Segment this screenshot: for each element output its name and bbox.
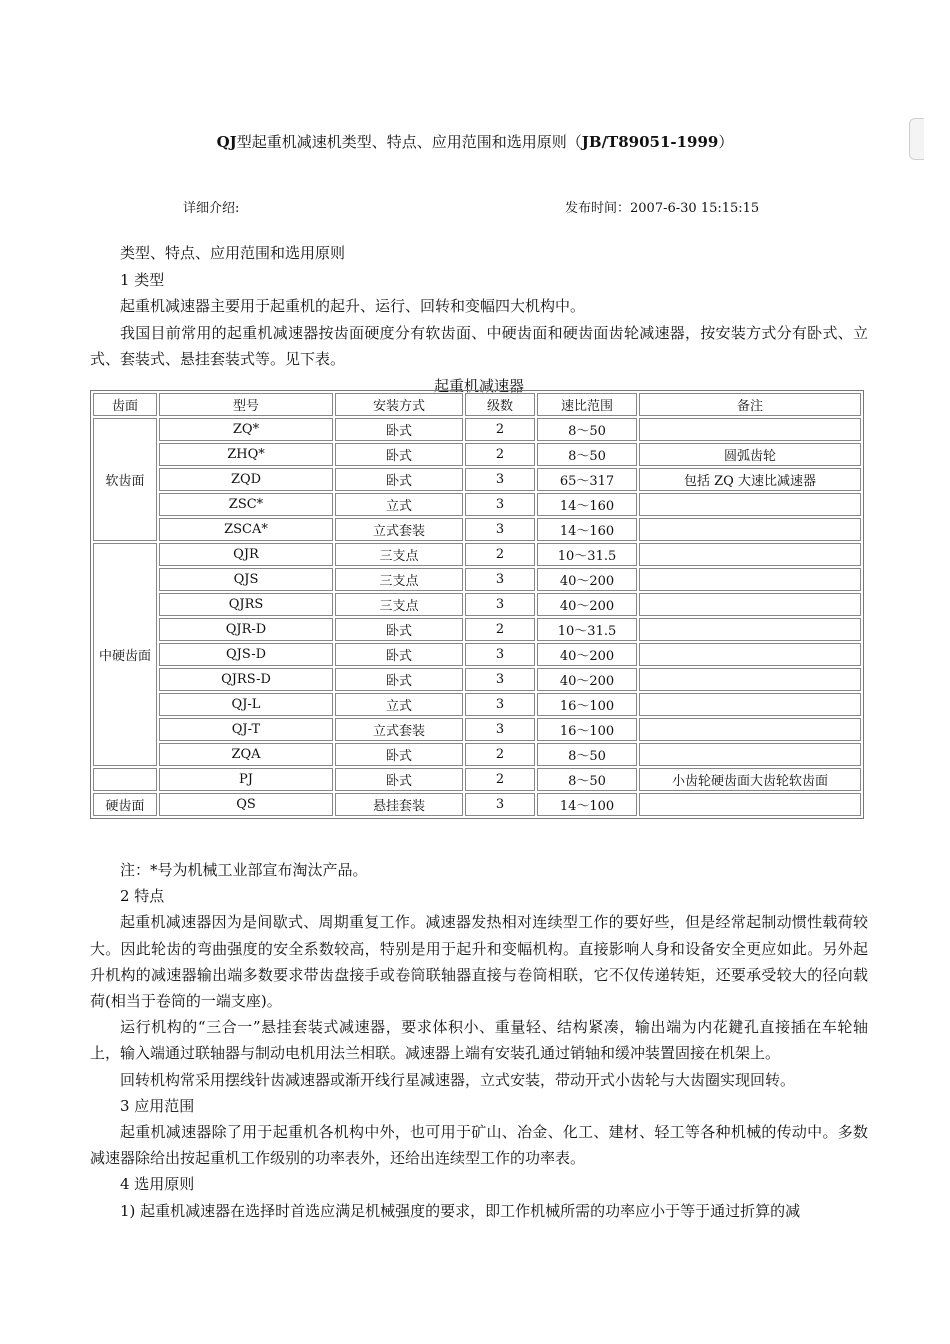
table-cell: 三支点 — [335, 568, 463, 591]
table-cell: QJS — [159, 568, 333, 591]
section-heading-application: 3 应用范围 — [120, 1096, 195, 1115]
table-cell: 小齿轮硬齿面大齿轮软齿面 — [639, 768, 861, 791]
table-cell: ZQA — [159, 743, 333, 766]
table-cell — [639, 668, 861, 691]
table-cell: QJR — [159, 543, 333, 566]
surface-cell — [93, 768, 157, 791]
table-cell: 悬挂套装 — [335, 793, 463, 816]
reducer-table — [90, 390, 864, 819]
table-cell — [639, 593, 861, 616]
table-cell — [639, 793, 861, 816]
header-cell: 安装方式 — [335, 393, 463, 416]
table-cell — [639, 718, 861, 741]
table-cell: 3 — [465, 493, 535, 516]
table-row — [93, 468, 861, 491]
table-cell: 3 — [465, 568, 535, 591]
table-cell: 2 — [465, 768, 535, 791]
section-heading-features: 2 特点 — [120, 887, 165, 906]
table-cell: QS — [159, 793, 333, 816]
table-cell: 包括 ZQ 大速比减速器 — [639, 468, 861, 491]
table-cell: 3 — [465, 718, 535, 741]
table-cell: QJRS — [159, 593, 333, 616]
paragraph: 起重机减速器除了用于起重机各机构中外，也可用于矿山、冶金、化工、建材、轻工等各种机械的传动中。多数减速器除给出按起重机工作级别的功率表外，还给出连续型工作的功率表。 — [90, 1123, 868, 1168]
table-cell — [639, 618, 861, 641]
note: 注：*号为机械工业部宣布淘汰产品。 — [120, 861, 368, 879]
table-cell — [639, 743, 861, 766]
table-row — [93, 668, 861, 691]
table-cell: 3 — [465, 693, 535, 716]
surface-cell: 硬齿面 — [93, 793, 157, 816]
table-cell: 3 — [465, 593, 535, 616]
table-cell: 圆弧齿轮 — [639, 443, 861, 466]
table-cell: 2 — [465, 443, 535, 466]
intro-heading: 类型、特点、应用范围和选用原则 — [120, 244, 346, 262]
table-row — [93, 493, 861, 516]
table-row — [93, 418, 861, 441]
paragraph: 起重机减速器因为是间歇式、周期重复工作。减速器发热相对连续型工作的要好些，但是经常起制动惯性载荷较大。因此轮齿的弯曲强度的安全系数较高，特别是用于起升和变幅机构。直接影响人身和设备安全更应如此。另外起升机构的减速器输出端多数要求带齿盘接手或卷筒联轴器直接与卷筒相联，它不仅传递转矩，还要承受较大的径向载荷(相当于卷筒的一端支座)。 — [90, 913, 868, 1011]
table-cell: 立式套装 — [335, 518, 463, 541]
table-cell: 卧式 — [335, 768, 463, 791]
table-cell: 3 — [465, 793, 535, 816]
table-cell: 2 — [465, 618, 535, 641]
paragraph: 起重机减速器主要用于起重机的起升、运行、回转和变幅四大机构中。 — [120, 297, 586, 315]
table-row — [93, 718, 861, 741]
paragraph: 1) 起重机减速器在选择时首选应满足机械强度的要求，即工作机械所需的功率应小于等于通过折算的减 — [120, 1201, 801, 1220]
table-cell: 3 — [465, 518, 535, 541]
table-cell: 14～100 — [537, 793, 637, 816]
table-cell: 立式 — [335, 693, 463, 716]
intro-text — [90, 240, 868, 399]
table-row — [93, 693, 861, 716]
table-cell: 8～50 — [537, 743, 637, 766]
surface-cell: 软齿面 — [93, 418, 157, 541]
table-cell: 14～160 — [537, 518, 637, 541]
table-cell: 2 — [465, 543, 535, 566]
table-cell — [639, 543, 861, 566]
table-cell — [639, 643, 861, 666]
header-cell: 级数 — [465, 393, 535, 416]
table-cell: QJR-D — [159, 618, 333, 641]
table-cell: 立式套装 — [335, 718, 463, 741]
table-cell: 16～100 — [537, 718, 637, 741]
table-row — [93, 768, 861, 791]
header-cell: 备注 — [639, 393, 861, 416]
header-cell: 型号 — [159, 393, 333, 416]
table-cell: 3 — [465, 668, 535, 691]
table-cell: 三支点 — [335, 593, 463, 616]
table-cell — [639, 568, 861, 591]
table-cell: QJS-D — [159, 643, 333, 666]
table-cell: ZHQ* — [159, 443, 333, 466]
table-cell — [639, 418, 861, 441]
table-cell: 卧式 — [335, 618, 463, 641]
table-cell: 2 — [465, 743, 535, 766]
table-cell: 3 — [465, 643, 535, 666]
table-cell: 8～50 — [537, 443, 637, 466]
table-cell: 卧式 — [335, 743, 463, 766]
table-cell — [639, 518, 861, 541]
table-row — [93, 568, 861, 591]
table-cell: 10～31.5 — [537, 543, 637, 566]
table-cell: ZQ* — [159, 418, 333, 441]
table-row — [93, 618, 861, 641]
header-cell: 齿面 — [93, 393, 157, 416]
table-cell: 40～200 — [537, 593, 637, 616]
table-cell: QJ-L — [159, 693, 333, 716]
table-cell: 8～50 — [537, 418, 637, 441]
body-text — [90, 857, 868, 1224]
table-cell: PJ — [159, 768, 333, 791]
table-body — [93, 418, 861, 816]
publish-time: 发布时间：2007-6-30 15:15:15 — [565, 201, 760, 216]
detail-label: 详细介绍: — [183, 201, 240, 216]
table-caption: 起重机减速器 — [433, 376, 524, 395]
table-cell: 三支点 — [335, 543, 463, 566]
section-heading-selection: 4 选用原则 — [120, 1175, 195, 1194]
table-cell: 16～100 — [537, 693, 637, 716]
section-heading-types: 1 类型 — [120, 270, 165, 289]
paragraph: 回转机构常采用摆线针齿减速器或渐开线行星减速器，立式安装，带动开式小齿轮与大齿圈实现回转。 — [120, 1070, 796, 1089]
table-cell: 8～50 — [537, 768, 637, 791]
surface-cell: 中硬齿面 — [93, 543, 157, 766]
table-cell: 65～317 — [537, 468, 637, 491]
header-cell: 速比范围 — [537, 393, 637, 416]
table-cell: 卧式 — [335, 468, 463, 491]
table-cell: ZQD — [159, 468, 333, 491]
table-header-row — [93, 393, 861, 416]
page-title: QJ型起重机减速机类型、特点、应用范围和选用原则（JB/T89051-1999） — [216, 133, 734, 151]
table-cell: QJRS-D — [159, 668, 333, 691]
paragraph: 我国目前常用的起重机减速器按齿面硬度分有软齿面、中硬齿面和硬齿面齿轮减速器，按安装方式分有卧式、立式、套装式、悬挂套装式等。见下表。 — [90, 323, 868, 368]
paragraph: 运行机构的“三合一”悬挂套装式减速器，要求体积小、重量轻、结构紧凑，输出端为内花鍵孔直接插在车轮轴上，输入端通过联轴器与制动电机用法兰相联。减速器上端有安装孔通过销轴和缓冲装置固接在机架上。 — [90, 1018, 868, 1063]
table-row — [93, 593, 861, 616]
table-cell: 卧式 — [335, 443, 463, 466]
table-cell: 2 — [465, 418, 535, 441]
table-row — [93, 443, 861, 466]
table-cell: 卧式 — [335, 418, 463, 441]
table-row — [93, 643, 861, 666]
table-cell: 40～200 — [537, 643, 637, 666]
table-row — [93, 793, 861, 816]
table-cell: 卧式 — [335, 643, 463, 666]
table-cell: 40～200 — [537, 568, 637, 591]
table-cell: ZSC* — [159, 493, 333, 516]
table-cell — [639, 693, 861, 716]
table-cell: 40～200 — [537, 668, 637, 691]
table-row — [93, 543, 861, 566]
table-cell: 3 — [465, 468, 535, 491]
table-row — [93, 518, 861, 541]
table-cell — [639, 493, 861, 516]
table-row — [93, 743, 861, 766]
table-cell: ZSCA* — [159, 518, 333, 541]
table-cell: 卧式 — [335, 668, 463, 691]
table-cell: 立式 — [335, 493, 463, 516]
table-cell: 10～31.5 — [537, 618, 637, 641]
table-cell: 14～160 — [537, 493, 637, 516]
table-cell: QJ-T — [159, 718, 333, 741]
